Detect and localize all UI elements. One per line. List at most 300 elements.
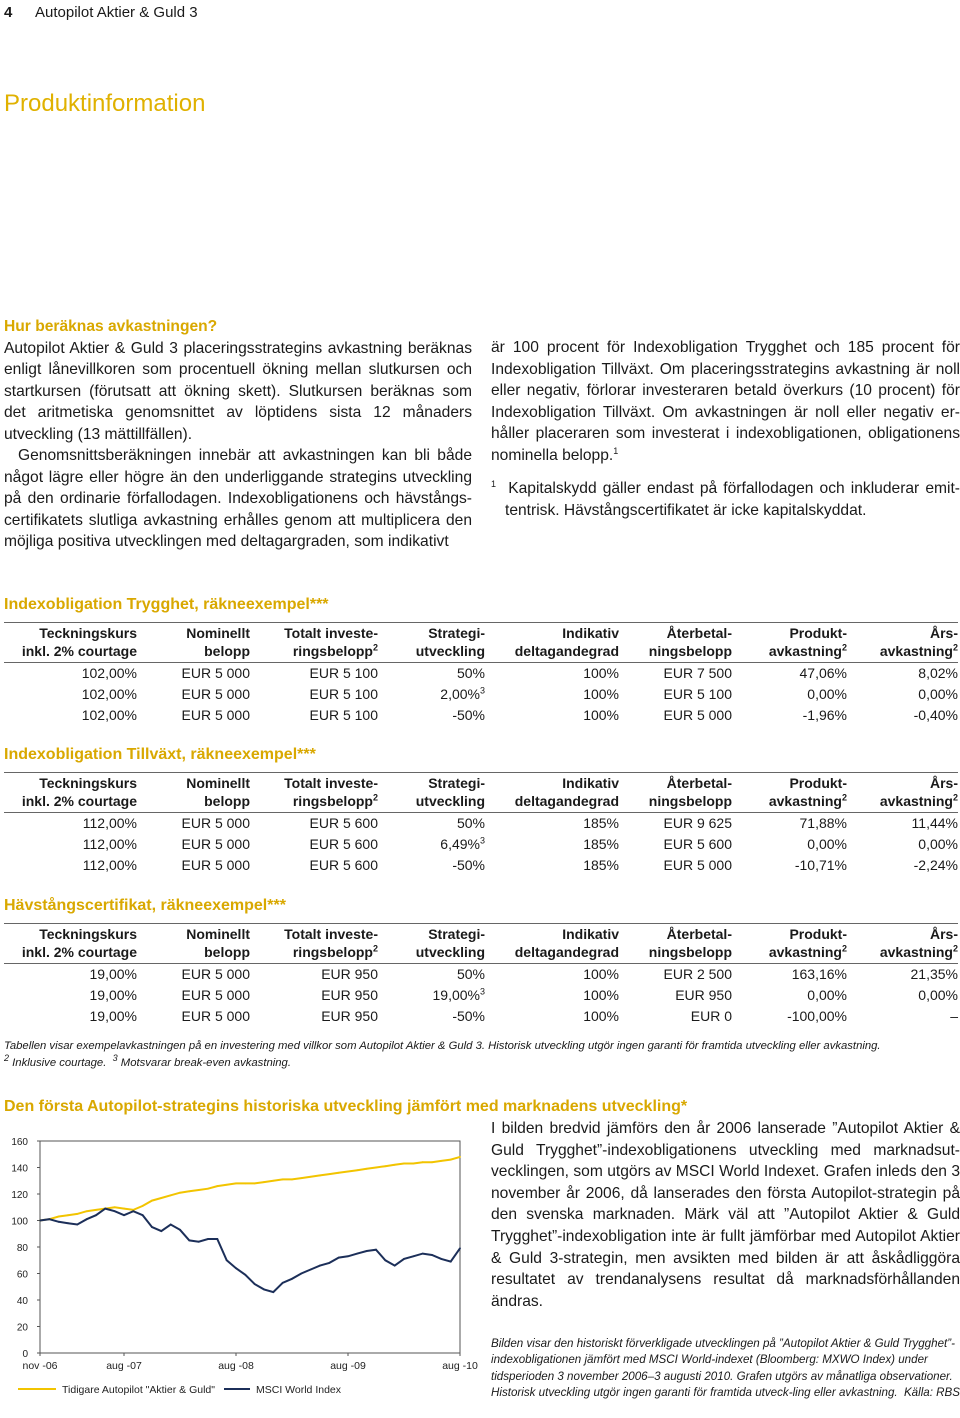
y-tick-label: 20 — [16, 1322, 28, 1334]
table-cell-value: 112,00% — [82, 815, 137, 831]
table-row — [4, 855, 958, 876]
data-point — [151, 1200, 153, 1202]
table-cell — [619, 813, 732, 835]
data-point — [226, 1184, 228, 1186]
data-point — [263, 1181, 265, 1183]
column-header-sup: 2 — [372, 642, 378, 653]
table-cell-value: 0,00% — [918, 836, 958, 852]
footnote-ref: 1 — [613, 445, 619, 456]
column-header-line1: Nominellt — [186, 775, 250, 791]
column-header-line2: avkastning — [879, 944, 953, 960]
table-cell — [847, 705, 958, 726]
column-header — [619, 924, 732, 964]
table-cell-value: 50% — [456, 665, 485, 681]
table-cell — [485, 834, 619, 855]
table-cell-value: EUR 5 600 — [309, 815, 378, 831]
table-cell-value: 19,00% — [432, 987, 480, 1003]
data-point — [254, 1283, 256, 1285]
data-point — [244, 1183, 246, 1185]
column-header-sup: 2 — [952, 792, 958, 803]
x-tick-label: aug -09 — [330, 1360, 366, 1372]
column-header-line1: Återbetal- — [666, 775, 732, 791]
data-point — [132, 1210, 134, 1212]
table-cell — [378, 705, 485, 726]
table-cell-value: EUR 5 000 — [181, 1008, 250, 1024]
table-cell — [137, 705, 250, 726]
data-point — [114, 1210, 116, 1212]
data-point — [207, 1188, 209, 1190]
table-cell-value: -10,71% — [794, 857, 847, 873]
table-header-row — [4, 924, 958, 964]
table-cell-value: EUR 950 — [321, 966, 378, 982]
table-trygghet — [4, 622, 958, 726]
column-header — [732, 924, 847, 964]
table-cell — [137, 684, 250, 705]
footnote-sup-2: 2 — [4, 1053, 10, 1064]
column-header — [250, 623, 378, 663]
data-point — [123, 1214, 125, 1216]
paragraph-3-text: är 100 procent för Indexobligation Trygghet och 185 procent för Indexobligation Tillväxt. Om placeringsstrategins avkastning är noll eller negativ, förlorar investeraren betald överkurs (10 procent) för Indexobligation Tillväxt. Om avkastningen är noll eller negativ er-håller placeraren som investerat i indexobligationen, obligationens nominella belopp. — [491, 339, 960, 464]
column-header-line2: belopp — [204, 643, 250, 659]
table-cell — [250, 813, 378, 835]
table-cell — [485, 813, 619, 835]
column-header — [378, 924, 485, 964]
column-header-line1: Års- — [929, 926, 958, 942]
data-point — [328, 1173, 330, 1175]
table-cell-value: EUR 5 000 — [181, 987, 250, 1003]
data-point — [310, 1269, 312, 1271]
table-row — [4, 985, 958, 1006]
table-cell-value: EUR 7 500 — [663, 665, 732, 681]
table-title-havstang: Hävstångscertifikat, räkneexempel*** — [4, 897, 286, 914]
data-point — [142, 1205, 144, 1207]
table-cell-value: 102,00% — [81, 686, 137, 702]
table-row — [4, 684, 958, 705]
data-point — [48, 1218, 50, 1220]
column-header-line2: avkastning — [768, 944, 842, 960]
table-cell-value: 100% — [583, 1008, 619, 1024]
table-cell-value: EUR 0 — [690, 1008, 732, 1024]
data-point — [179, 1229, 181, 1231]
table-cell — [378, 964, 485, 986]
table-cell — [485, 705, 619, 726]
x-tick-label: aug -07 — [106, 1360, 142, 1372]
table-row — [4, 813, 958, 835]
table-cell — [847, 964, 958, 986]
table-cell-value: -0,40% — [913, 707, 958, 723]
table-header-row — [4, 773, 958, 813]
column-header — [619, 623, 732, 663]
column-header-line1: Produkt- — [789, 926, 847, 942]
table-header-row — [4, 623, 958, 663]
table-cell-value: 102,00% — [81, 665, 137, 681]
table-cell — [619, 663, 732, 685]
paragraph-2: Genomsnittsberäkningen innebär att avkastningen kan bli både något lägre eller högre än den underliggande strategins utveckling på den ordinarie förfallodagen. Indexobligationens och hävstångs-certifikatets slutliga avkastning erhålles genom att multiplicera den möjliga positiva utvecklingen med deltagargraden, som indikativt — [4, 447, 472, 550]
table-cell-value: 11,44% — [911, 815, 958, 831]
data-point — [39, 1220, 41, 1222]
column-header-sup: 2 — [372, 792, 378, 803]
data-point — [76, 1224, 78, 1226]
column-header-line2: inkl. 2% courtage — [21, 793, 137, 809]
column-header-line2: deltagandegrad — [514, 793, 619, 809]
column-header-sup: 2 — [841, 642, 847, 653]
table-cell-value: EUR 5 100 — [309, 707, 378, 723]
table-row — [4, 705, 958, 726]
data-point — [123, 1208, 125, 1210]
column-header — [4, 623, 137, 663]
table-cell-value: 0,00% — [807, 987, 847, 1003]
data-point — [431, 1254, 433, 1256]
column-header-line2: avkastning — [768, 643, 842, 659]
table-cell — [4, 1006, 137, 1027]
table-cell — [378, 855, 485, 876]
table-cell-value: 19,00% — [89, 1008, 137, 1024]
x-tick-label: nov -06 — [22, 1360, 58, 1372]
data-point — [300, 1177, 302, 1179]
table-cell — [619, 684, 732, 705]
table-cell — [485, 964, 619, 986]
column-header-line1: Teckningskurs — [39, 775, 137, 791]
column-header — [847, 773, 958, 813]
table-cell-value: 185% — [583, 836, 619, 852]
table-cell-value: 21,35% — [910, 966, 958, 982]
column-header-line1: Återbetal- — [666, 926, 732, 942]
table-cell — [250, 855, 378, 876]
column-header — [732, 773, 847, 813]
column-header-line1: Indikativ — [562, 775, 619, 791]
paragraph-3 — [491, 337, 960, 466]
table-cell-value: -50% — [452, 1008, 485, 1024]
data-point — [384, 1165, 386, 1167]
data-point — [235, 1183, 237, 1185]
table-cell — [250, 684, 378, 705]
column-header-line2: ningsbelopp — [648, 643, 732, 659]
column-header-line1: Produkt- — [789, 625, 847, 641]
table-cell-value: EUR 9 625 — [663, 815, 732, 831]
table-cell-value: EUR 950 — [321, 1008, 378, 1024]
column-header-line2: utveckling — [415, 793, 485, 809]
data-point — [291, 1179, 293, 1181]
data-point — [440, 1258, 442, 1260]
table-cell — [847, 813, 958, 835]
column-header-line2: ningsbelopp — [648, 793, 732, 809]
data-point — [86, 1218, 88, 1220]
data-point — [272, 1180, 274, 1182]
data-point — [76, 1213, 78, 1215]
data-point — [450, 1261, 452, 1263]
page-title: Produktinformation — [4, 90, 206, 117]
column-header-line2: inkl. 2% courtage — [21, 944, 137, 960]
footnote-text: Kapitalskydd gäller endast på förfallodagen och inkluderar emit-tentrisk. Hävstångscertifikatet är icke kapitalskyddat. — [505, 480, 960, 519]
table-cell-value: 112,00% — [82, 857, 137, 873]
column-header-line1: Totalt investe- — [284, 775, 378, 791]
table-cell — [619, 855, 732, 876]
data-point — [179, 1192, 181, 1194]
column-header-line2: utveckling — [415, 944, 485, 960]
table-cell — [4, 813, 137, 835]
table-cell-value: – — [950, 1008, 958, 1024]
column-header-line2: avkastning — [879, 793, 953, 809]
table-cell-value: 185% — [583, 857, 619, 873]
data-point — [188, 1239, 190, 1241]
table-cell — [847, 1006, 958, 1027]
table-cell — [485, 1006, 619, 1027]
table-cell-sup: 3 — [479, 685, 485, 696]
table-cell — [847, 855, 958, 876]
data-point — [440, 1160, 442, 1162]
table-footnote-line1: Tabellen visar exempelavkastningen på en investering med villkor som Autopilot Aktier & Guld 3. Historisk utveckling utgör ingen garanti för framtida utveckling eller avkastning. — [4, 1040, 881, 1052]
chart-caption — [491, 1336, 960, 1402]
table-cell-value: EUR 5 000 — [181, 686, 250, 702]
y-tick-label: 120 — [11, 1190, 28, 1201]
column-header-line1: Produkt- — [789, 775, 847, 791]
table-tillvaxt — [4, 772, 958, 876]
table-cell-value: -50% — [452, 707, 485, 723]
column-header-line1: Totalt investe- — [284, 625, 378, 641]
table-cell — [732, 663, 847, 685]
table-cell-value: EUR 5 100 — [663, 686, 732, 702]
column-header-line1: Indikativ — [562, 926, 619, 942]
table-cell-value: -2,24% — [913, 857, 958, 873]
data-point — [170, 1194, 172, 1196]
chart-caption-text: Bilden visar den historiskt förverkligade utvecklingen på ”Autopilot Aktier & Guld Trygghet”-indexobligationen jämfört med MSCI World-indexet (Bloomberg: MXWO Index) under tidsperioden 3 november 2006–3 augusti 2010. Grafen utgörs av månatliga observationer. Historisk utveckling utgör ingen garanti för framtida utveck-ling eller avkastning. — [491, 1337, 955, 1400]
data-point — [244, 1274, 246, 1276]
data-point — [207, 1238, 209, 1240]
table-cell-value: 163,16% — [791, 966, 847, 982]
y-tick-label: 160 — [11, 1137, 28, 1148]
column-header — [847, 623, 958, 663]
column-header-line2: deltagandegrad — [514, 643, 619, 659]
data-point — [58, 1221, 60, 1223]
table-cell-value: -50% — [452, 857, 485, 873]
data-point — [58, 1216, 60, 1218]
data-point — [412, 1255, 414, 1257]
table-cell — [137, 813, 250, 835]
column-header-line2: ringsbelopp — [292, 793, 373, 809]
series-line-msci — [40, 1209, 460, 1293]
table-cell-value: EUR 5 100 — [309, 686, 378, 702]
table-cell-value: 6,49% — [440, 836, 480, 852]
table-cell — [485, 684, 619, 705]
table-cell-value: EUR 5 000 — [181, 966, 250, 982]
table-cell-sup: 3 — [479, 986, 485, 997]
data-point — [310, 1176, 312, 1178]
table-cell — [619, 834, 732, 855]
table-cell — [250, 964, 378, 986]
running-title: Autopilot Aktier & Guld 3 — [35, 4, 198, 21]
table-cell-value: 0,00% — [807, 686, 847, 702]
table-cell-value: EUR 5 000 — [663, 857, 732, 873]
column-header-line2: ringsbelopp — [292, 643, 373, 659]
plot-frame — [40, 1141, 460, 1353]
section-heading: Hur beräknas avkastningen? — [4, 318, 218, 335]
column-header-line2: avkastning — [879, 643, 953, 659]
data-point — [394, 1265, 396, 1267]
data-point — [412, 1163, 414, 1165]
table-row — [4, 1006, 958, 1027]
column-header — [4, 924, 137, 964]
table-cell-value: EUR 5 000 — [181, 707, 250, 723]
table-cell-value: 8,02% — [918, 665, 958, 681]
column-header — [619, 773, 732, 813]
table-cell-value: EUR 2 500 — [663, 966, 732, 982]
data-point — [67, 1214, 69, 1216]
column-header-line2: belopp — [204, 793, 250, 809]
column-header-line1: Totalt investe- — [284, 926, 378, 942]
table-cell-value: 47,06% — [799, 665, 847, 681]
footnote — [491, 478, 960, 521]
chart-title: Den första Autopilot-strategins historiska utveckling jämfört med marknadens utveckling* — [4, 1098, 688, 1115]
table-cell — [732, 985, 847, 1006]
table-cell-value: EUR 5 000 — [181, 857, 250, 873]
table-cell-value: 0,00% — [918, 686, 958, 702]
table-cell — [619, 1006, 732, 1027]
paragraph-1: Autopilot Aktier & Guld 3 placeringsstrategins avkastning beräknas enligt lånevillkoren som procentuell ökning mellan slutkursen och startkursen (förutsatt att ökning skett). Slutkursen beräknas som det aritmetiska genomsnittet av löptidens sista 12 månaders utveckling (13 mättillfällen). — [4, 339, 472, 443]
table-cell-value: 19,00% — [89, 987, 137, 1003]
table-row — [4, 663, 958, 685]
legend-label-msci: MSCI World Index — [256, 1384, 341, 1396]
table-cell — [378, 1006, 485, 1027]
data-point — [459, 1247, 461, 1249]
data-point — [272, 1291, 274, 1293]
table-cell-value: EUR 950 — [675, 987, 732, 1003]
column-header-line2: avkastning — [768, 793, 842, 809]
data-point — [95, 1214, 97, 1216]
x-tick-label: aug -08 — [218, 1360, 254, 1372]
column-header-line1: Års- — [929, 775, 958, 791]
table-cell — [732, 684, 847, 705]
column-header-line2: belopp — [204, 944, 250, 960]
table-cell — [137, 985, 250, 1006]
data-point — [216, 1185, 218, 1187]
table-cell-value: 100% — [583, 665, 619, 681]
table-cell-value: -100,00% — [787, 1008, 847, 1024]
data-point — [198, 1189, 200, 1191]
chart-svg — [4, 1127, 478, 1409]
table-cell — [732, 813, 847, 835]
table-cell-value: EUR 5 000 — [181, 815, 250, 831]
column-header — [732, 623, 847, 663]
table-cell-value: 50% — [456, 966, 485, 982]
legend-label-autopilot: Tidigare Autopilot "Aktier & Guld" — [62, 1384, 215, 1396]
column-header-line2: utveckling — [415, 643, 485, 659]
table-cell — [485, 855, 619, 876]
y-tick-label: 100 — [11, 1216, 28, 1228]
data-point — [366, 1250, 368, 1252]
data-point — [188, 1190, 190, 1192]
table-cell — [732, 1006, 847, 1027]
column-header — [847, 924, 958, 964]
table-cell-value: 2,00% — [440, 686, 480, 702]
table-title-tillvaxt: Indexobligation Tillväxt, räkneexempel*** — [4, 746, 316, 763]
right-text-column — [491, 337, 960, 521]
y-tick-label: 0 — [22, 1349, 28, 1360]
table-cell-value: 0,00% — [807, 836, 847, 852]
data-point — [198, 1241, 200, 1243]
column-header-sup: 2 — [952, 943, 958, 954]
table-cell — [732, 964, 847, 986]
column-header — [137, 773, 250, 813]
data-point — [95, 1209, 97, 1211]
table-cell-value: EUR 5 000 — [663, 707, 732, 723]
table-cell — [137, 663, 250, 685]
column-header — [485, 623, 619, 663]
column-header — [485, 773, 619, 813]
data-point — [170, 1224, 172, 1226]
column-header — [378, 773, 485, 813]
table-cell-value: EUR 5 100 — [309, 665, 378, 681]
footnote-note-3: Motsvarar break-even avkastning. — [120, 1057, 291, 1069]
table-cell — [137, 1006, 250, 1027]
table-cell — [378, 813, 485, 835]
column-header-sup: 2 — [952, 642, 958, 653]
table-cell-value: 100% — [583, 707, 619, 723]
column-header — [250, 924, 378, 964]
table-cell — [619, 705, 732, 726]
table-cell — [137, 855, 250, 876]
data-point — [235, 1267, 237, 1269]
table-cell-value: EUR 5 000 — [181, 836, 250, 852]
column-header — [4, 773, 137, 813]
table-cell-value: 0,00% — [918, 987, 958, 1003]
table-cell — [378, 684, 485, 705]
y-tick-label: 60 — [16, 1269, 28, 1281]
data-point — [300, 1273, 302, 1275]
column-header-line1: Nominellt — [186, 926, 250, 942]
data-point — [254, 1183, 256, 1185]
table-cell — [732, 705, 847, 726]
data-point — [403, 1163, 405, 1165]
table-cell — [619, 985, 732, 1006]
data-point — [347, 1171, 349, 1173]
table-cell — [250, 1006, 378, 1027]
data-point — [86, 1210, 88, 1212]
column-header-line1: Strategi- — [428, 775, 485, 791]
data-point — [142, 1214, 144, 1216]
column-header-sup: 2 — [841, 943, 847, 954]
table-cell — [4, 705, 137, 726]
data-point — [114, 1206, 116, 1208]
table-cell-value: 50% — [456, 815, 485, 831]
data-point — [263, 1289, 265, 1291]
column-header — [137, 924, 250, 964]
footnote-note-2: Inklusive courtage. — [12, 1057, 107, 1069]
data-point — [104, 1208, 106, 1210]
table-cell-value: 100% — [583, 686, 619, 702]
table-title-trygghet: Indexobligation Trygghet, räkneexempel*** — [4, 596, 329, 613]
data-point — [459, 1156, 461, 1158]
column-header-line1: Strategi- — [428, 926, 485, 942]
y-tick-label: 40 — [16, 1296, 28, 1307]
table-cell — [250, 705, 378, 726]
data-point — [328, 1262, 330, 1264]
table-cell-value: EUR 5 600 — [309, 836, 378, 852]
table-cell-value: -1,96% — [802, 707, 847, 723]
x-tick-label: aug -10 — [442, 1360, 478, 1372]
table-cell-value: 100% — [583, 966, 619, 982]
data-point — [347, 1255, 349, 1257]
table-cell — [619, 964, 732, 986]
data-point — [160, 1197, 162, 1199]
table-cell — [378, 663, 485, 685]
column-header — [378, 623, 485, 663]
data-point — [151, 1226, 153, 1228]
data-point — [319, 1265, 321, 1267]
table-row — [4, 834, 958, 855]
chart — [4, 1127, 478, 1409]
table-footnote — [4, 1038, 960, 1072]
data-point — [366, 1168, 368, 1170]
